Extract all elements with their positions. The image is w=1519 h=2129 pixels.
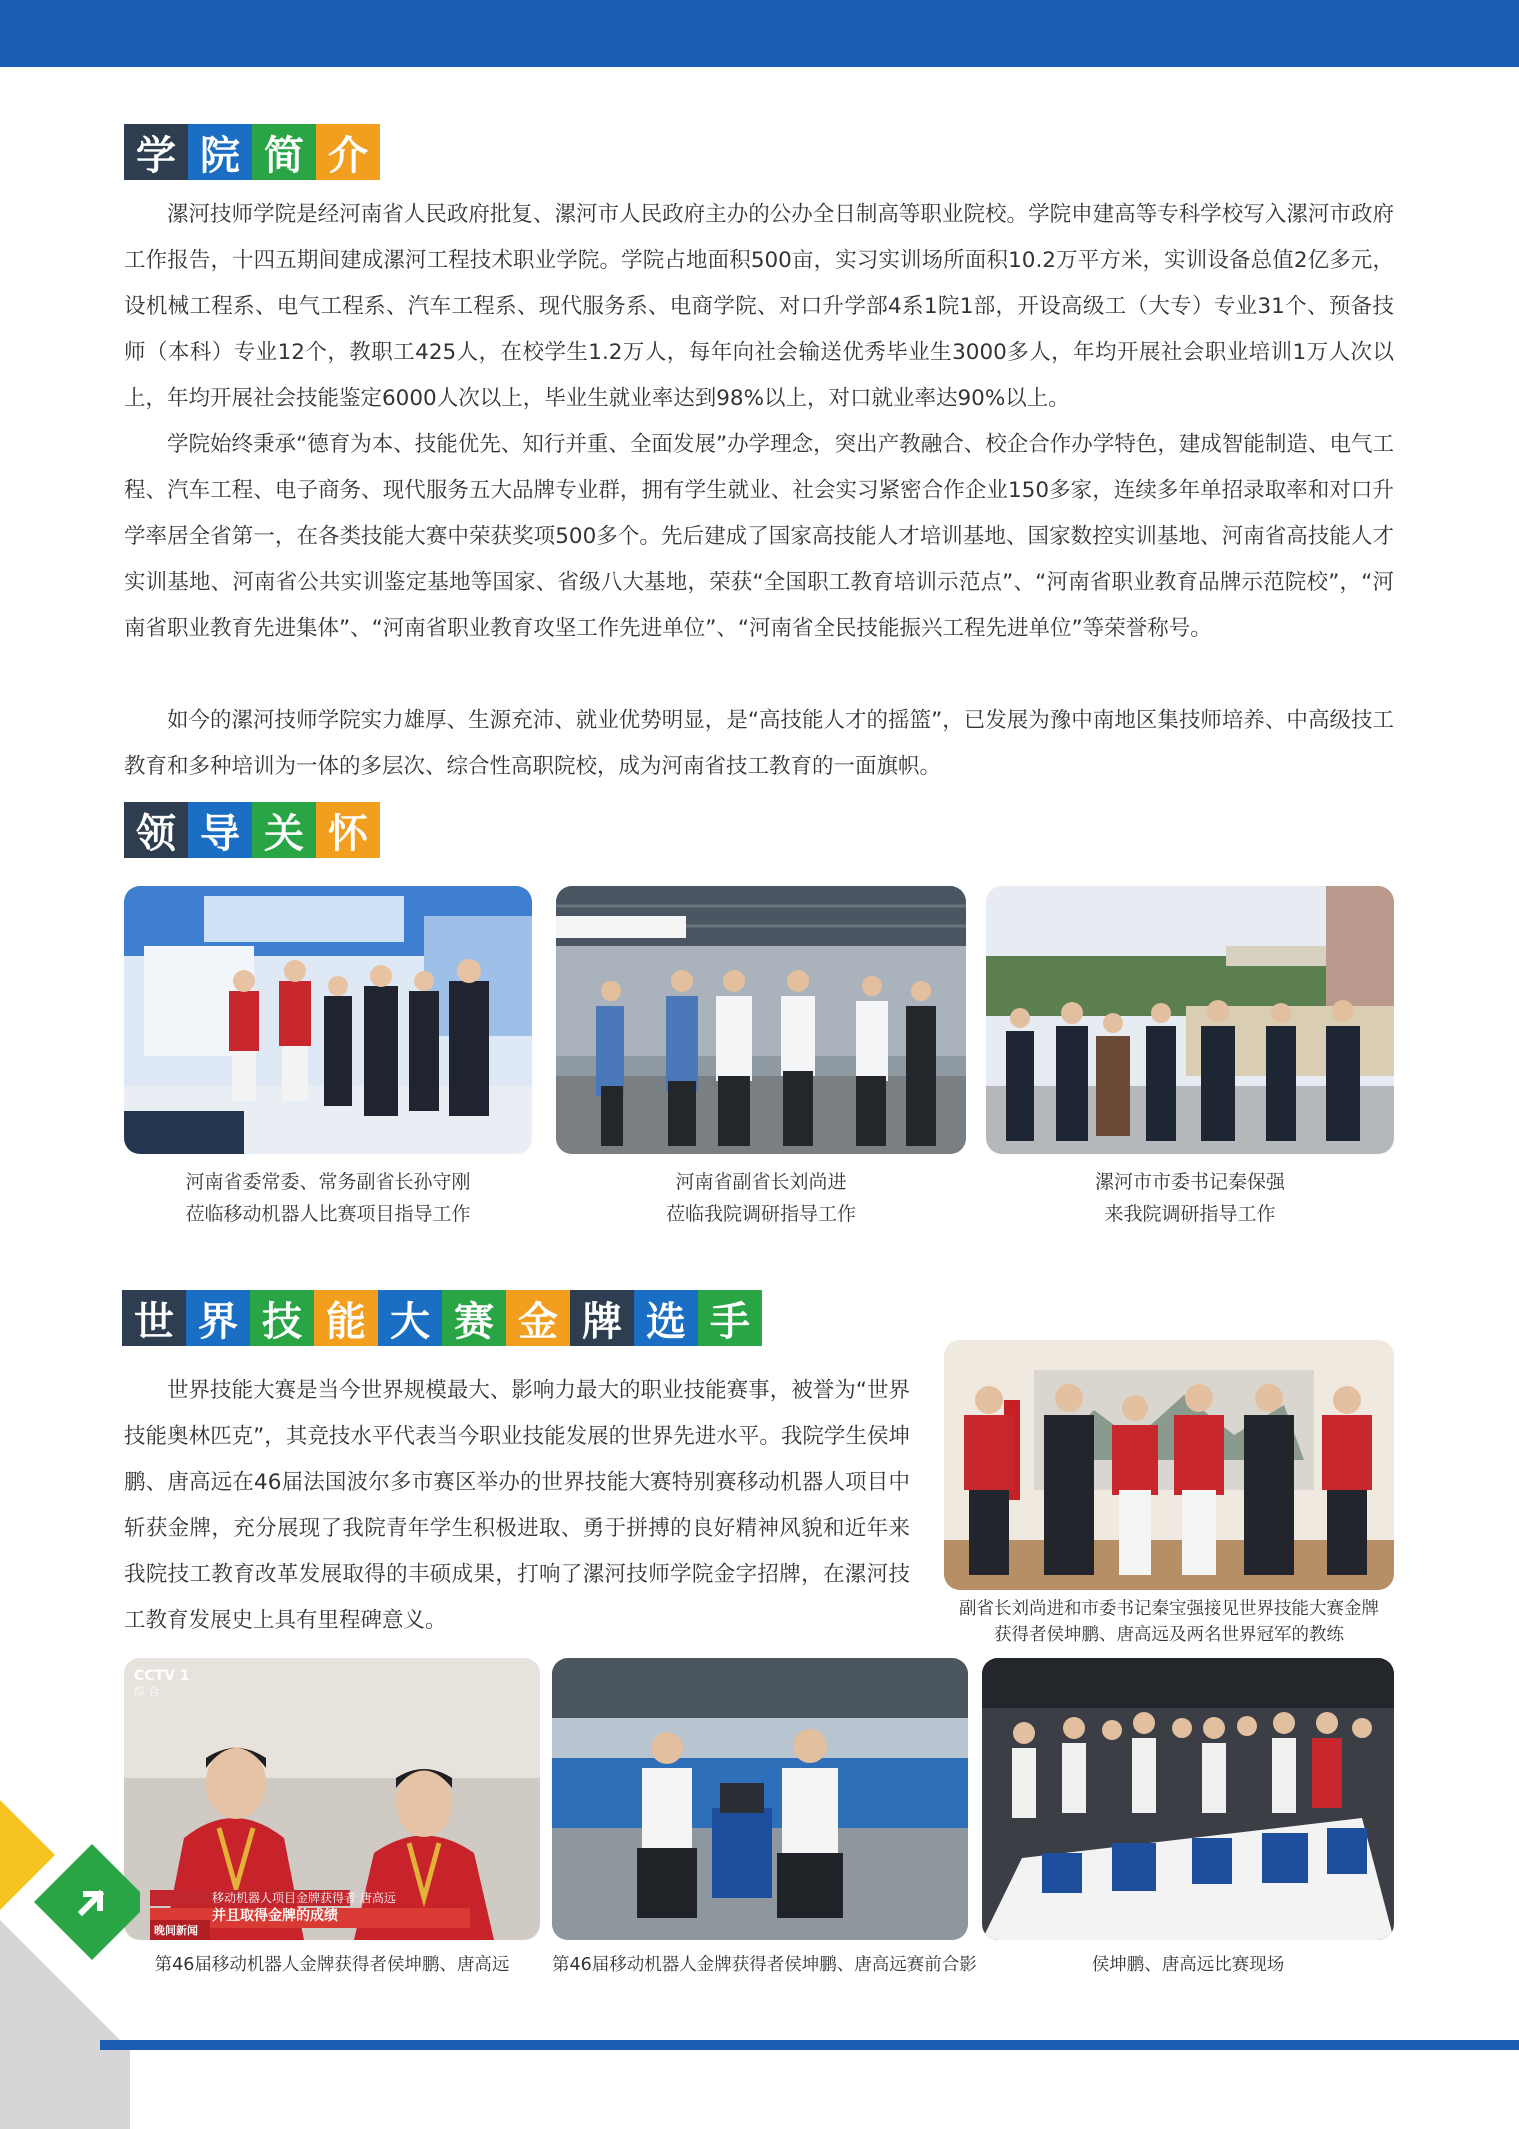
arrow-up-right-icon (70, 1880, 114, 1924)
top-banner-bar (0, 0, 1519, 67)
heading-char: 界 (186, 1290, 250, 1346)
photo-caption: 第46届移动机器人金牌获得者侯坤鹏、唐高远赛前合影 (552, 1955, 977, 1975)
heading-char: 牌 (570, 1290, 634, 1346)
corner-decoration (0, 1800, 140, 2129)
intro-paragraph-2: 学院始终秉承“德育为本、技能优先、知行并重、全面发展”办学理念，突出产教融合、校企合作办学特色，建成智能制造、电气工程、汽车工程、电子商务、现代服务五大品牌专业群，拥有学生就业、社会实习紧密合作企业150多家，连续多年单招录取率和对口升学率居全省第一，在各类技能大赛中荣获奖项500多个。先后建成了国家高技能人才培训基地、国家数控实训基地、河南省高技能人才实训基地、河南省公共实训鉴定基地等国家、省级八大基地，荣获“全国职工教育培训示范点”、“河南省职业教育品牌示范院校”，“河南省职业教育先进集体”、“河南省职业教育攻坚工作先进单位”、“河南省全民技能振兴工程先进单位”等荣誉称号。 (124, 432, 1394, 641)
heading-char: 能 (314, 1290, 378, 1346)
heading-char: 院 (188, 124, 252, 180)
photo-campus-gate (986, 886, 1394, 1154)
tv-lower-third: 移动机器人项目金牌获得者 唐高远 并且取得金牌的成绩 (212, 1891, 396, 1924)
bottom-banner-bar (100, 2040, 1519, 2050)
heading-char: 简 (252, 124, 316, 180)
photo-competition-site (982, 1658, 1394, 1940)
heading-char: 金 (506, 1290, 570, 1346)
photo-tv-interview (124, 1658, 540, 1940)
heading-char: 介 (316, 124, 380, 180)
photo-group-meeting (944, 1340, 1394, 1590)
world-paragraph: 世界技能大赛是当今世界规模最大、影响力最大的职业技能赛事，被誉为“世界技能奥林匹克”，其竞技水平代表当今职业技能发展的世界先进水平。我院学生侯坤鹏、唐高远在46届法国波尔多市赛区举办的世界技能大赛特别赛移动机器人项目中斩获金牌，充分展现了我院青年学生积极进取、勇于拼搏的良好精神风貌和近年来我院技工教育改革发展取得的丰硕成果，打响了漯河技师学院金字招牌，在漯河技工教育发展史上具有里程碑意义。 (124, 1378, 910, 1633)
photo-caption: 副省长刘尚进和市委书记秦宝强接见世界技能大赛金牌 获得者侯坤鹏、唐高远及两名世界冠军的教练 (959, 1599, 1379, 1645)
heading-char: 赛 (442, 1290, 506, 1346)
photo-caption: 河南省副省长刘尚进 莅临我院调研指导工作 (665, 1171, 856, 1225)
photo-caption: 漯河市市委书记秦保强 来我院调研指导工作 (1094, 1171, 1285, 1225)
photo-exhibition (124, 886, 532, 1154)
heading-char: 选 (634, 1290, 698, 1346)
photo-caption: 第46届移动机器人金牌获得者侯坤鹏、唐高远 (154, 1955, 510, 1975)
heading-char: 技 (250, 1290, 314, 1346)
tv-channel-logo: CCTV 1 综 合 (134, 1668, 190, 1698)
section-heading-intro (124, 124, 380, 180)
section-heading-world (122, 1290, 762, 1346)
photo-robot-pose (552, 1658, 968, 1940)
heading-char: 世 (122, 1290, 186, 1346)
heading-char: 领 (124, 802, 188, 858)
heading-char: 怀 (316, 802, 380, 858)
photo-caption: 河南省委常委、常务副省长孙守刚 莅临移动机器人比赛项目指导工作 (185, 1171, 471, 1225)
tv-program-label: 晚间新闻 (154, 1924, 198, 1937)
heading-char: 关 (252, 802, 316, 858)
photo-workshop (556, 886, 966, 1154)
heading-char: 学 (124, 124, 188, 180)
heading-char: 导 (188, 802, 252, 858)
intro-paragraph-1: 漯河技师学院是经河南省人民政府批复、漯河市人民政府主办的公办全日制高等职业院校。学院申建高等专科学校写入漯河市政府工作报告，十四五期间建成漯河工程技术职业学院。学院占地面积500亩，实习实训场所面积10.2万平方米，实训设备总值2亿多元，设机械工程系、电气工程系、汽车工程系、现代服务系、电商学院、对口升学部4系1院1部，开设高级工（大专）专业31个、预备技师（本科）专业12个，教职工425人，在校学生1.2万人，每年向社会输送优秀毕业生3000多人，年均开展社会职业培训1万人次以上，年均开展社会技能鉴定6000人次以上，毕业生就业率达到98%以上，对口就业率达90%以上。 (124, 202, 1394, 411)
intro-paragraph-3: 如今的漯河技师学院实力雄厚、生源充沛、就业优势明显，是“高技能人才的摇篮”，已发展为豫中南地区集技师培养、中高级技工教育和多种培训为一体的多层次、综合性高职院校，成为河南省技工教育的一面旗帜。 (124, 708, 1394, 779)
photo-caption: 侯坤鹏、唐高远比赛现场 (1091, 1955, 1285, 1975)
heading-char: 手 (698, 1290, 762, 1346)
heading-char: 大 (378, 1290, 442, 1346)
section-heading-care (124, 802, 380, 858)
